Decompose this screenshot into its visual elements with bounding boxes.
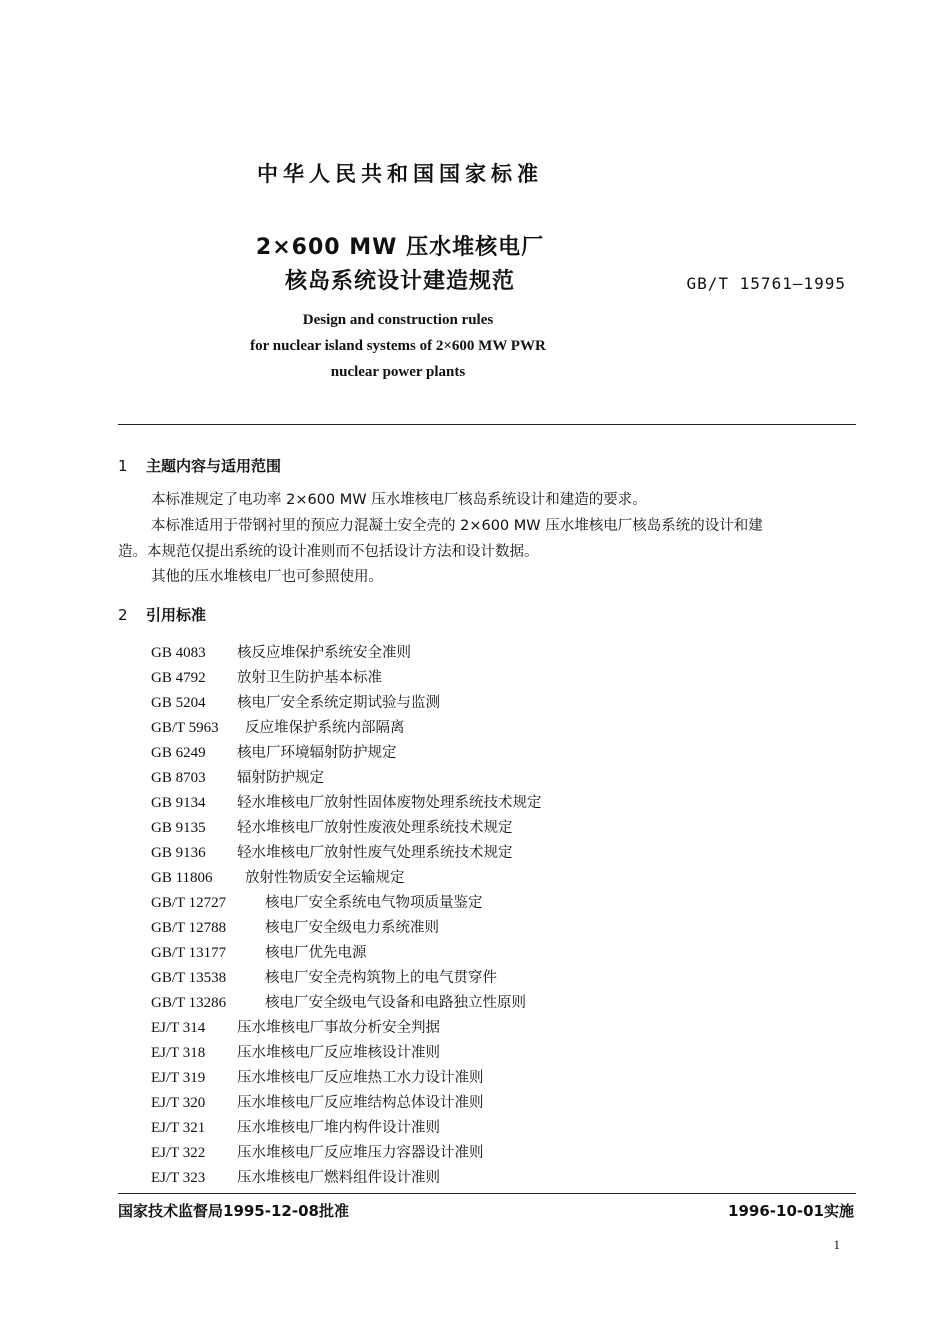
reference-code: GB 8703 (151, 770, 206, 786)
section2-number: 2 (118, 606, 128, 624)
reference-name: 核电厂优先电源 (265, 945, 367, 961)
reference-item (151, 1041, 440, 1062)
reference-name: 压水堆核电厂反应堆热工水力设计准则 (237, 1070, 484, 1086)
reference-name: 轻水堆核电厂放射性固体废物处理系统技术规定 (237, 795, 542, 811)
standard-code: GB/T 15761—1995 (686, 274, 846, 293)
english-title-line2: for nuclear island systems of 2×600 MW PWR (250, 338, 546, 354)
reference-name: 核电厂安全系统定期试验与监测 (237, 695, 440, 711)
reference-code: EJ/T 321 (151, 1120, 206, 1136)
header-divider (118, 424, 856, 425)
reference-name: 核电厂安全级电力系统准则 (265, 920, 439, 936)
reference-code: GB 6249 (151, 745, 206, 761)
reference-name: 核反应堆保护系统安全准则 (237, 645, 411, 661)
section1-title: 主题内容与适用范围 (146, 457, 282, 475)
reference-code: GB/T 12727 (151, 895, 227, 911)
reference-name: 放射性物质安全运输规定 (245, 870, 405, 886)
reference-code: EJ/T 323 (151, 1170, 206, 1186)
footer-divider (118, 1193, 856, 1194)
reference-name: 压水堆核电厂反应堆压力容器设计准则 (237, 1145, 484, 1161)
approval-date: 国家技术监督局1995-12-08批准 (118, 1202, 349, 1220)
reference-code: GB/T 5963 (151, 720, 219, 736)
reference-code: GB 9134 (151, 795, 206, 811)
reference-item (151, 1141, 484, 1162)
reference-name: 放射卫生防护基本标准 (237, 670, 382, 686)
english-title-line3: nuclear power plants (330, 364, 466, 380)
reference-item (151, 991, 526, 1012)
reference-item (151, 641, 411, 662)
section2-title: 引用标准 (146, 606, 207, 624)
reference-item (151, 816, 513, 837)
reference-code: EJ/T 322 (151, 1145, 206, 1161)
reference-name: 压水堆核电厂燃料组件设计准则 (237, 1170, 440, 1186)
reference-code: EJ/T 314 (151, 1020, 206, 1036)
reference-item (151, 666, 382, 687)
reference-name: 核电厂安全系统电气物项质量鉴定 (265, 895, 483, 911)
reference-item (151, 716, 405, 737)
reference-code: GB 5204 (151, 695, 206, 711)
section1-para1: 本标准规定了电功率 2×600 MW 压水堆核电厂核岛系统设计和建造的要求。 (151, 492, 647, 508)
reference-code: GB 4083 (151, 645, 206, 661)
reference-item (151, 966, 497, 987)
reference-item (151, 741, 397, 762)
reference-name: 轻水堆核电厂放射性废气处理系统技术规定 (237, 845, 513, 861)
reference-code: EJ/T 318 (151, 1045, 206, 1061)
section1-para3: 其他的压水堆核电厂也可参照使用。 (151, 569, 383, 585)
reference-code: GB/T 12788 (151, 920, 227, 936)
reference-code: GB 11806 (151, 870, 213, 886)
section1-para2-line2: 造。本规范仅提出系统的设计准则而不包括设计方法和设计数据。 (118, 544, 539, 560)
reference-code: GB 4792 (151, 670, 206, 686)
reference-code: GB 9135 (151, 820, 206, 836)
reference-item (151, 841, 513, 862)
reference-item (151, 916, 439, 937)
implementation-date: 1996-10-01实施 (728, 1202, 854, 1220)
section1-heading (118, 455, 281, 476)
reference-item (151, 1091, 484, 1112)
reference-name: 轻水堆核电厂放射性废液处理系统技术规定 (237, 820, 513, 836)
reference-item (151, 791, 542, 812)
reference-item (151, 941, 367, 962)
reference-name: 压水堆核电厂反应堆结构总体设计准则 (237, 1095, 484, 1111)
reference-name: 辐射防护规定 (237, 770, 324, 786)
national-standard-heading: 中华人民共和国国家标准 (257, 162, 543, 186)
page-number: 1 (833, 1237, 840, 1252)
section1-para2-line1: 本标准适用于带钢衬里的预应力混凝土安全壳的 2×600 MW 压水堆核电厂核岛系统的设计和建 (151, 518, 763, 534)
reference-name: 压水堆核电厂堆内构件设计准则 (237, 1120, 440, 1136)
reference-code: GB/T 13286 (151, 995, 227, 1011)
reference-code: GB/T 13177 (151, 945, 227, 961)
reference-item (151, 1116, 440, 1137)
document-title-line1: 2×600 MW 压水堆核电厂 (255, 235, 545, 260)
reference-name: 核电厂安全壳构筑物上的电气贯穿件 (265, 970, 497, 986)
english-title-line1: Design and construction rules (302, 312, 494, 328)
reference-item (151, 891, 483, 912)
reference-item (151, 1066, 484, 1087)
reference-item (151, 691, 440, 712)
section1-number: 1 (118, 457, 128, 475)
reference-code: GB 9136 (151, 845, 206, 861)
document-title-line2: 核岛系统设计建造规范 (284, 269, 515, 294)
reference-name: 核电厂安全级电气设备和电路独立性原则 (265, 995, 526, 1011)
reference-item (151, 1166, 440, 1187)
reference-name: 压水堆核电厂事故分析安全判据 (237, 1020, 440, 1036)
section2-heading (118, 604, 206, 625)
reference-code: EJ/T 320 (151, 1095, 206, 1111)
reference-name: 反应堆保护系统内部隔离 (245, 720, 405, 736)
reference-item (151, 866, 405, 887)
reference-code: GB/T 13538 (151, 970, 227, 986)
reference-code: EJ/T 319 (151, 1070, 206, 1086)
reference-item (151, 1016, 440, 1037)
reference-name: 压水堆核电厂反应堆核设计准则 (237, 1045, 440, 1061)
reference-item (151, 766, 324, 787)
reference-name: 核电厂环境辐射防护规定 (237, 745, 397, 761)
